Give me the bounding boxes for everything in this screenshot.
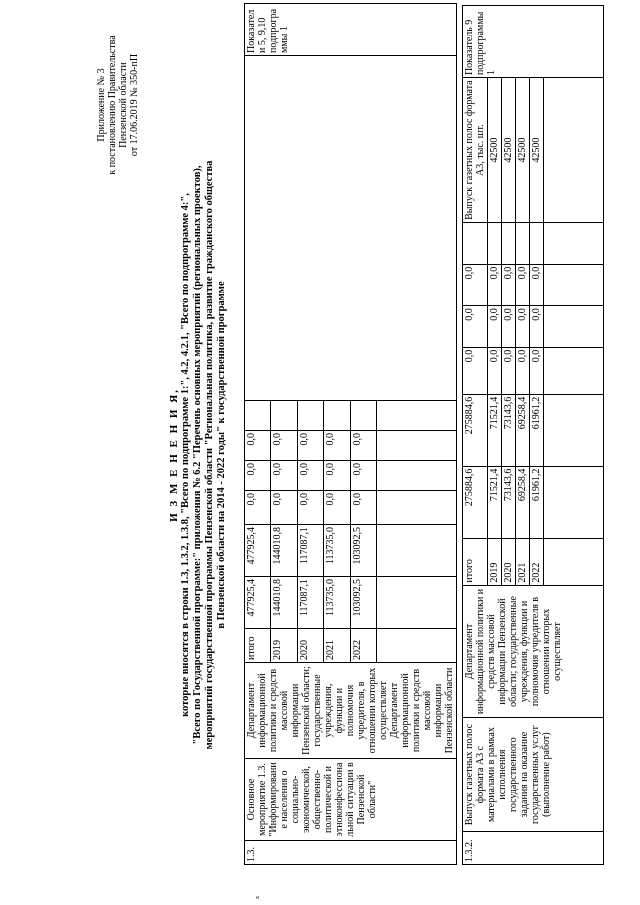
amount-cell: 0,0 — [245, 491, 271, 525]
empty-cell — [297, 401, 323, 431]
amount-cell: 0,0 — [245, 431, 271, 461]
result-header: Выпуск газетных полос формата А3, тыс. шт. — [463, 78, 488, 223]
amount-cell: 113735,0 — [324, 525, 350, 577]
amount-cell: 73143,6 — [502, 394, 516, 466]
appendix-line: от 17.06.2019 № 350-пП — [129, 53, 140, 157]
empty-cell — [544, 538, 604, 585]
amount-cell: 113735,0 — [324, 577, 350, 629]
measure-name: Выпуск газетных полос формата А3 с материалами в рамках исполнения государственного задания на оказание государственных услуг (выполнение работ) — [463, 718, 604, 831]
amount-cell: 0,0 — [530, 264, 544, 305]
amount-cell: 477925,4 — [245, 577, 271, 629]
indicator-ref: Показатель 9 подпрограммы 1 — [463, 6, 604, 78]
changes-table-row-1-3-2 — [462, 5, 604, 865]
empty-cell — [377, 577, 457, 629]
amount-cell: 0,0 — [488, 264, 502, 305]
amount-cell: 0,0 — [350, 491, 376, 525]
scan-mark: x — [255, 896, 261, 899]
amount-cell: 103092,5 — [350, 577, 376, 629]
amount-cell: 275884,6 — [463, 466, 488, 538]
amount-cell: 0,0 — [463, 306, 488, 347]
amount-cell: 0,0 — [502, 306, 516, 347]
empty-cell — [544, 306, 604, 347]
empty-cell — [377, 491, 457, 525]
amount-cell: 117087,1 — [297, 525, 323, 577]
empty-cell — [245, 401, 271, 431]
amount-cell: 0,0 — [271, 491, 297, 525]
amount-cell: 144010,8 — [271, 577, 297, 629]
table-row — [463, 6, 488, 865]
year-cell: итого — [463, 538, 488, 585]
year-cell: 2022 — [530, 538, 544, 585]
measure-name: Основное мероприятие 1.3. "Информирование населения о социально-экономической, общественно-политической и этноконфессиональной ситуации в Пензенской области" — [245, 759, 457, 841]
empty-cell — [377, 461, 457, 491]
heading-line: в Пензенской области на 2014 - 2022 годы" к государственной программе — [216, 281, 227, 629]
amount-cell: 0,0 — [324, 491, 350, 525]
amount-cell: 69258,4 — [516, 394, 530, 466]
empty-cell — [488, 223, 502, 264]
amount-cell: 0,0 — [271, 431, 297, 461]
amount-cell: 144010,8 — [271, 525, 297, 577]
empty-cell — [350, 401, 376, 431]
row-number: 1.3.2. — [463, 831, 604, 864]
amount-cell: 0,0 — [350, 431, 376, 461]
row-number: 1.3. — [245, 841, 457, 865]
amount-cell: 0,0 — [516, 264, 530, 305]
amount-cell: 61961,2 — [530, 394, 544, 466]
amount-cell: 103092,5 — [350, 525, 376, 577]
amount-cell: 0,0 — [297, 431, 323, 461]
empty-cell — [377, 431, 457, 461]
amount-cell: 0,0 — [463, 264, 488, 305]
amount-cell: 0,0 — [245, 461, 271, 491]
empty-cell — [530, 223, 544, 264]
amount-cell: 0,0 — [297, 461, 323, 491]
empty-cell — [463, 223, 488, 264]
amount-cell: 0,0 — [530, 306, 544, 347]
appendix-line: к постановлению Правительства — [107, 35, 118, 175]
empty-cell — [377, 629, 457, 663]
year-cell: итого — [245, 629, 271, 663]
result-value: 42500 — [530, 78, 544, 223]
heading-line: мероприятий государственной программы Пензенской области "Региональная политика, развитие гражданского общества — [204, 160, 215, 750]
year-cell: 2022 — [350, 629, 376, 663]
amount-cell: 73143,6 — [502, 466, 516, 538]
empty-cell — [544, 264, 604, 305]
amount-cell: 0,0 — [297, 491, 323, 525]
year-cell: 2020 — [297, 629, 323, 663]
indicator-ref: Показатели 5, 9,10 подпрограммы 1 — [245, 4, 457, 56]
empty-cell — [544, 347, 604, 394]
heading-line: которые вносятся в строки 1.3, 1.3.2, 1.3.8, "Всего по подпрограмме 1:", 4.2, 4.2.1, "Всего по подпрограмме 4:", — [180, 193, 191, 717]
year-cell: 2019 — [271, 629, 297, 663]
amount-cell: 0,0 — [488, 306, 502, 347]
amount-cell: 275884,6 — [463, 394, 488, 466]
appendix-line: Приложение № 3 — [96, 68, 107, 142]
amount-cell: 69258,4 — [516, 466, 530, 538]
document-title: И З М Е Н Е Н И Я, — [168, 388, 180, 522]
empty-cell — [502, 223, 516, 264]
amount-cell: 117087,1 — [297, 577, 323, 629]
result-value: 42500 — [516, 78, 530, 223]
changes-table-row-1-3 — [244, 3, 457, 865]
amount-cell: 0,0 — [463, 347, 488, 394]
amount-cell: 0,0 — [324, 461, 350, 491]
amount-cell: 0,0 — [324, 431, 350, 461]
amount-cell: 0,0 — [516, 347, 530, 394]
empty-cell — [271, 401, 297, 431]
appendix-line: Пензенской области — [118, 62, 129, 148]
empty-cell — [377, 401, 457, 431]
year-cell: 2020 — [502, 538, 516, 585]
amount-cell: 477925,4 — [245, 525, 271, 577]
empty-cell — [324, 401, 350, 431]
year-cell: 2019 — [488, 538, 502, 585]
amount-cell: 0,0 — [488, 347, 502, 394]
amount-cell: 71521,4 — [488, 394, 502, 466]
result-value: 42500 — [488, 78, 502, 223]
executor: Департамент информационной политики и средств массовой информации Пензенской области; государственные учреждения, функции и полномочия учредителя в отношении которых осуществляет — [463, 585, 604, 718]
amount-cell: 0,0 — [271, 461, 297, 491]
amount-cell: 0,0 — [502, 264, 516, 305]
year-cell: 2021 — [516, 538, 530, 585]
document-heading — [168, 45, 228, 865]
empty-cell — [544, 223, 604, 264]
amount-cell: 0,0 — [350, 461, 376, 491]
result-value: 42500 — [502, 78, 516, 223]
empty-cell — [516, 223, 530, 264]
amount-cell: 0,0 — [516, 306, 530, 347]
empty-cell — [544, 466, 604, 538]
appendix-header — [96, 20, 140, 190]
amount-cell: 0,0 — [502, 347, 516, 394]
amount-cell: 0,0 — [530, 347, 544, 394]
heading-line: "Всего по Государственной программе:" приложения № 6.2 "Перечень основных мероприятий (региональных проектов), — [192, 165, 203, 745]
empty-cell — [544, 394, 604, 466]
year-cell: 2021 — [324, 629, 350, 663]
empty-cell — [377, 525, 457, 577]
empty-cell — [544, 78, 604, 223]
empty-cell — [245, 56, 457, 401]
amount-cell: 61961,2 — [530, 466, 544, 538]
executor: Департамент информационной политики и средств массовой информации Пензенской области; государственные учреждения, функции и полномочия учредителя, в отношении которых осуществляет Департамент информационной политики и средств массовой информации Пензенской области — [245, 663, 457, 759]
amount-cell: 71521,4 — [488, 466, 502, 538]
table-row — [245, 4, 271, 865]
